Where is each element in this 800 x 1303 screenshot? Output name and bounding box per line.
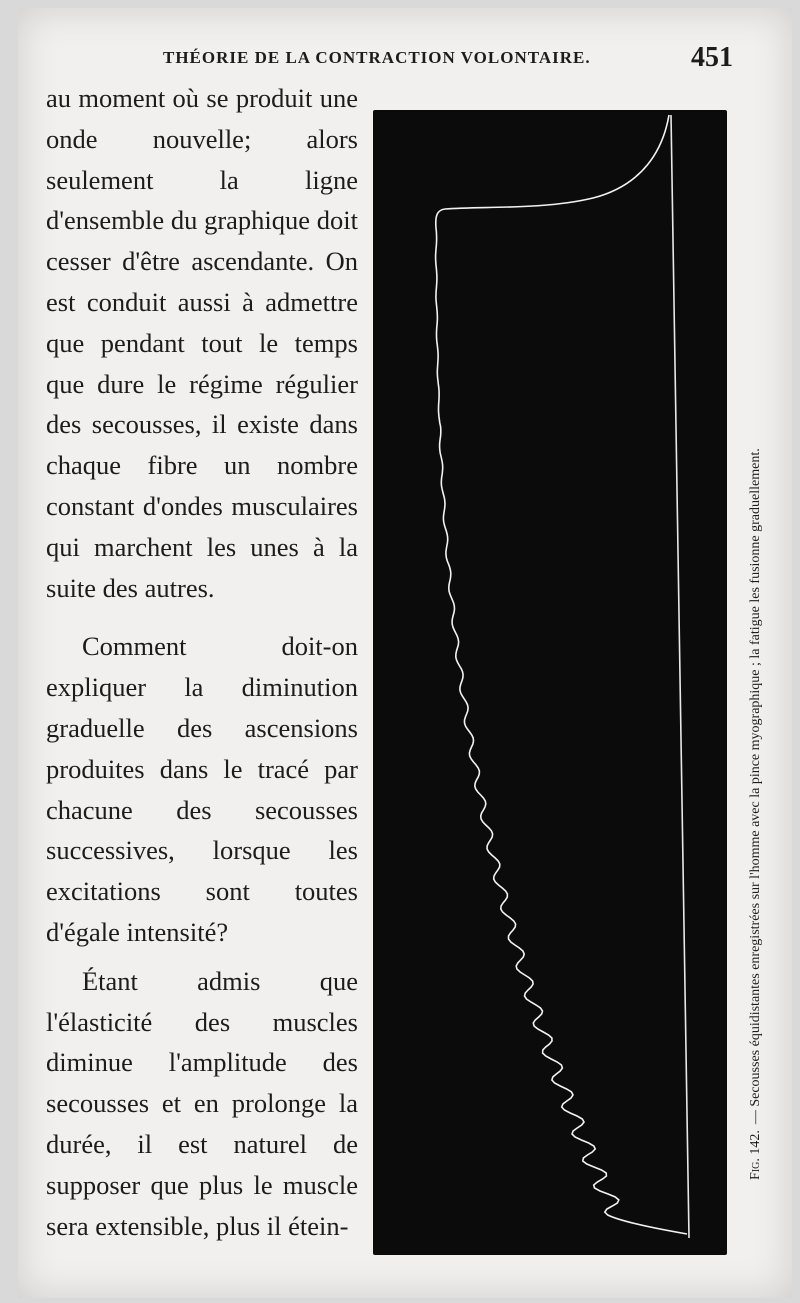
paragraph-1: au moment où se produit une onde nouvelle; alors seulement la ligne d'ensemble du graphique doit cesser d'être ascendante. On est conduit aussi à admettre que pendant tout le temps que dure le régime régulier des secousses, il existe dans chaque fibre un nombre constant d'ondes musculaires qui marchent les unes à la suite des autres.	[46, 83, 358, 603]
paragraph-2: Comment doit-on expliquer la diminution graduelle des ascensions produites dans le tracé par chacune des secousses successives, lorsque les excitations sont toutes d'égale intensité?	[46, 631, 358, 947]
figure-caption	[748, 170, 764, 1180]
running-title: THÉORIE DE LA CONTRACTION VOLONTAIRE.	[163, 48, 591, 67]
myograph-trace-image	[373, 110, 727, 1255]
baseline-line	[671, 115, 689, 1238]
body-text	[46, 78, 358, 1246]
myograph-trace	[436, 115, 687, 1234]
paragraph-3: Étant admis que l'élasticité des muscles diminue l'amplitude des secousses et en prolonge la durée, il est naturel de supposer que plus le muscle sera extensible, plus il étein-	[46, 965, 358, 1241]
figure-label: Fig. 142.	[748, 1130, 763, 1180]
figure-caption-text: — Secousses équidistantes enregistrées sur l'homme avec la pince myographique ; la fatigue les fusionne graduellement.	[748, 448, 763, 1125]
myograph-figure	[373, 110, 727, 1255]
page-number: 451	[691, 42, 733, 73]
